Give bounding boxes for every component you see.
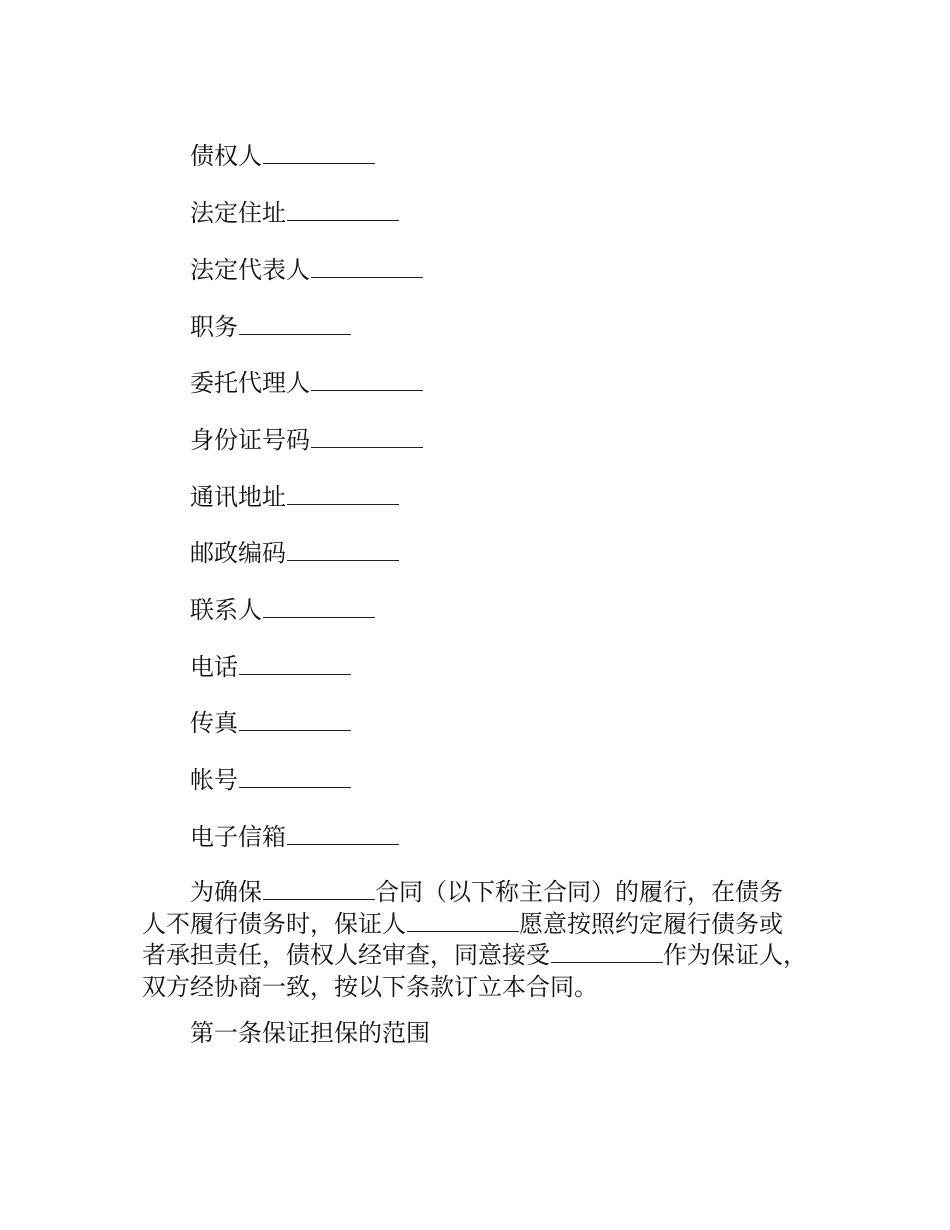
field-label: 法定代表人 <box>190 256 310 284</box>
fill-blank[interactable] <box>263 898 375 900</box>
field-label: 邮政编码 <box>190 539 286 567</box>
paragraph-text: 合同（以下称主合同）的履行，在债务 <box>375 878 783 906</box>
section-heading: 第一条保证担保的范围 <box>190 1019 430 1047</box>
paragraph-text: 为确保 <box>190 878 262 906</box>
fill-blank[interactable] <box>407 930 519 932</box>
paragraph-text: 愿意按照约定履行债务或 <box>519 909 783 938</box>
fill-blank[interactable] <box>263 616 375 618</box>
field-label: 通讯地址 <box>190 483 286 511</box>
paragraph-line: 双方经协商一致，按以下条款订立本合同。 <box>142 972 598 1001</box>
fill-blank[interactable] <box>311 446 423 448</box>
fill-blank[interactable] <box>287 559 399 561</box>
fill-blank[interactable] <box>239 786 351 788</box>
fill-blank[interactable] <box>311 389 423 391</box>
field-fax <box>190 708 351 738</box>
paragraph-line <box>142 940 814 972</box>
field-label: 职务 <box>190 313 238 341</box>
field-contact-person <box>190 595 375 625</box>
field-label: 联系人 <box>190 596 262 624</box>
field-legal-address <box>190 198 399 228</box>
paragraph-text: 人不履行债务时，保证人 <box>142 909 406 938</box>
paragraph-text: 者承担责任，债权人经审查，同意接受 <box>142 941 550 969</box>
field-phone <box>190 652 351 682</box>
field-authorized-agent <box>190 368 423 398</box>
field-id-number <box>190 425 423 455</box>
fill-blank[interactable] <box>311 276 423 278</box>
field-position <box>190 312 351 342</box>
field-account-number <box>190 765 351 795</box>
paragraph-line <box>142 877 814 909</box>
fill-blank[interactable] <box>551 961 663 963</box>
field-label: 身份证号码 <box>190 426 310 454</box>
fill-blank[interactable] <box>263 162 375 164</box>
field-label: 债权人 <box>190 142 262 170</box>
fill-blank[interactable] <box>239 333 351 335</box>
field-label: 传真 <box>190 709 238 737</box>
fill-blank[interactable] <box>239 673 351 675</box>
intro-paragraph <box>142 877 814 1003</box>
fill-blank[interactable] <box>287 843 399 845</box>
paragraph-line <box>142 909 814 941</box>
field-label: 法定住址 <box>190 199 286 227</box>
fill-blank[interactable] <box>287 219 399 221</box>
field-mailing-address <box>190 482 399 512</box>
fill-blank[interactable] <box>239 729 351 731</box>
field-legal-representative <box>190 255 423 285</box>
field-label: 电话 <box>190 653 238 681</box>
field-label: 委托代理人 <box>190 369 310 397</box>
fill-blank[interactable] <box>287 503 399 505</box>
paragraph-text: 作为保证人， <box>663 941 807 969</box>
field-label: 帐号 <box>190 766 238 794</box>
field-creditor <box>190 141 375 171</box>
field-email <box>190 822 399 852</box>
field-label: 电子信箱 <box>190 823 286 851</box>
field-postal-code <box>190 538 399 568</box>
